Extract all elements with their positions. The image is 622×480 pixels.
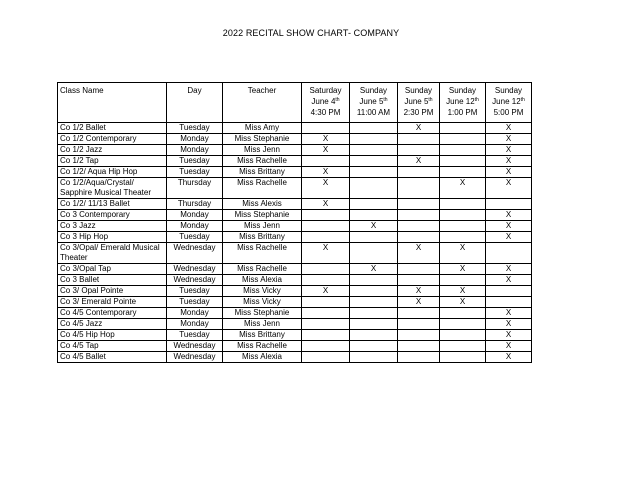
teacher-cell: Miss Alexis <box>223 199 302 210</box>
participation-mark: X <box>459 243 466 252</box>
participation-mark: X <box>505 275 512 284</box>
participation-mark: X <box>505 210 512 219</box>
show-5-cell <box>486 123 532 134</box>
show-1-cell <box>302 145 350 156</box>
participation-mark: X <box>322 178 329 187</box>
teacher-cell: Miss Stephanie <box>223 210 302 221</box>
show-5-cell <box>486 210 532 221</box>
show-date-text: June 5 <box>404 97 429 106</box>
show-2-cell <box>350 232 398 243</box>
day-cell: Monday <box>167 134 223 145</box>
show-4-cell <box>440 341 486 352</box>
show-2-cell <box>350 341 398 352</box>
table-row <box>58 308 532 319</box>
table-row <box>58 319 532 330</box>
teacher-cell: Miss Jenn <box>223 221 302 232</box>
show-4-cell <box>440 167 486 178</box>
column-header-class-name: Class Name <box>58 83 167 123</box>
participation-mark: X <box>505 178 512 187</box>
show-5-cell <box>486 297 532 308</box>
class-name-cell: Co 3/Opal Tap <box>58 264 167 275</box>
day-cell: Tuesday <box>167 330 223 341</box>
day-cell: Wednesday <box>167 341 223 352</box>
participation-mark: X <box>322 199 329 208</box>
table-row <box>58 123 532 134</box>
class-name-cell: Co 3 Contemporary <box>58 210 167 221</box>
participation-mark: X <box>505 308 512 317</box>
column-header-show-3 <box>398 83 440 123</box>
show-5-cell <box>486 308 532 319</box>
day-cell: Tuesday <box>167 123 223 134</box>
participation-mark: X <box>322 134 329 143</box>
table-row <box>58 199 532 210</box>
show-date-suffix: th <box>520 97 525 103</box>
show-3-cell <box>398 123 440 134</box>
day-cell: Tuesday <box>167 297 223 308</box>
show-2-cell <box>350 243 398 264</box>
teacher-cell: Miss Vicky <box>223 286 302 297</box>
show-1-cell <box>302 264 350 275</box>
day-cell: Wednesday <box>167 243 223 264</box>
show-date-label <box>400 96 437 107</box>
show-4-cell <box>440 264 486 275</box>
show-time-label: 5:00 PM <box>493 108 524 117</box>
table-row <box>58 352 532 363</box>
class-name-cell: Co 4/5 Contemporary <box>58 308 167 319</box>
column-header-show-2 <box>350 83 398 123</box>
show-day-label: Sunday <box>448 86 477 95</box>
day-cell: Monday <box>167 308 223 319</box>
table-row <box>58 156 532 167</box>
teacher-cell: Miss Stephanie <box>223 134 302 145</box>
show-day-label: Sunday <box>359 86 388 95</box>
show-4-cell <box>440 221 486 232</box>
table-row <box>58 330 532 341</box>
show-2-cell <box>350 178 398 199</box>
show-1-cell <box>302 275 350 286</box>
show-2-cell <box>350 145 398 156</box>
show-5-cell <box>486 286 532 297</box>
table-row <box>58 210 532 221</box>
show-5-cell <box>486 134 532 145</box>
show-4-cell <box>440 145 486 156</box>
show-3-cell <box>398 243 440 264</box>
teacher-cell: Miss Stephanie <box>223 308 302 319</box>
show-3-cell <box>398 145 440 156</box>
participation-mark: X <box>505 330 512 339</box>
column-header-show-1 <box>302 83 350 123</box>
show-time-label: 11:00 AM <box>356 108 391 117</box>
show-3-cell <box>398 297 440 308</box>
show-3-cell <box>398 264 440 275</box>
teacher-cell: Miss Brittany <box>223 330 302 341</box>
show-5-cell <box>486 341 532 352</box>
show-date-text: June 12 <box>492 97 521 106</box>
show-5-cell <box>486 352 532 363</box>
teacher-cell: Miss Rachelle <box>223 156 302 167</box>
page-title: 2022 RECITAL SHOW CHART- COMPANY <box>222 28 400 38</box>
show-4-cell <box>440 297 486 308</box>
participation-mark: X <box>322 145 329 154</box>
show-date-label <box>488 96 529 107</box>
show-date-suffix: th <box>383 97 388 103</box>
participation-mark: X <box>505 352 512 361</box>
table-row <box>58 178 532 199</box>
show-3-cell <box>398 178 440 199</box>
show-5-cell <box>486 330 532 341</box>
class-name-cell: Co 3 Jazz <box>58 221 167 232</box>
show-2-cell <box>350 134 398 145</box>
show-4-cell <box>440 134 486 145</box>
participation-mark: X <box>505 221 512 230</box>
show-4-cell <box>440 330 486 341</box>
day-cell: Tuesday <box>167 286 223 297</box>
header-row <box>58 83 532 123</box>
show-4-cell <box>440 178 486 199</box>
participation-mark: X <box>505 167 512 176</box>
participation-mark: X <box>505 264 512 273</box>
teacher-cell: Miss Jenn <box>223 145 302 156</box>
show-2-cell <box>350 167 398 178</box>
show-4-cell <box>440 156 486 167</box>
show-4-cell <box>440 319 486 330</box>
show-4-cell <box>440 123 486 134</box>
show-1-cell <box>302 232 350 243</box>
show-4-cell <box>440 243 486 264</box>
show-day-label: Sunday <box>404 86 433 95</box>
column-header-day: Day <box>167 83 223 123</box>
participation-mark: X <box>459 178 466 187</box>
show-1-cell <box>302 330 350 341</box>
show-date-suffix: th <box>428 97 433 103</box>
class-name-cell: Co 4/5 Jazz <box>58 319 167 330</box>
table-row <box>58 341 532 352</box>
teacher-cell: Miss Brittany <box>223 167 302 178</box>
teacher-cell: Miss Alexia <box>223 352 302 363</box>
show-1-cell <box>302 156 350 167</box>
show-4-cell <box>440 232 486 243</box>
participation-mark: X <box>505 145 512 154</box>
show-1-cell <box>302 243 350 264</box>
participation-mark: X <box>322 286 329 295</box>
table-body <box>58 123 532 363</box>
show-2-cell <box>350 210 398 221</box>
show-3-cell <box>398 319 440 330</box>
show-3-cell <box>398 341 440 352</box>
teacher-cell: Miss Vicky <box>223 297 302 308</box>
day-cell: Thursday <box>167 199 223 210</box>
class-name-cell: Co 1/2/ 11/13 Ballet <box>58 199 167 210</box>
show-5-cell <box>486 199 532 210</box>
show-1-cell <box>302 341 350 352</box>
show-date-suffix: th <box>335 97 340 103</box>
show-2-cell <box>350 264 398 275</box>
show-3-cell <box>398 286 440 297</box>
show-5-cell <box>486 232 532 243</box>
show-5-cell <box>486 167 532 178</box>
show-date-suffix: th <box>474 97 479 103</box>
teacher-cell: Miss Rachelle <box>223 264 302 275</box>
show-time-label: 1:00 PM <box>447 108 478 117</box>
show-time-label: 2:30 PM <box>403 108 434 117</box>
show-day-label: Sunday <box>494 86 523 95</box>
recital-show-table <box>57 82 532 363</box>
teacher-cell: Miss Jenn <box>223 319 302 330</box>
show-time-label: 4:30 PM <box>310 108 341 117</box>
show-1-cell <box>302 319 350 330</box>
participation-mark: X <box>505 232 512 241</box>
table-row <box>58 145 532 156</box>
participation-mark: X <box>415 286 422 295</box>
show-3-cell <box>398 308 440 319</box>
class-name-cell: Co 3/ Opal Pointe <box>58 286 167 297</box>
show-5-cell <box>486 264 532 275</box>
show-2-cell <box>350 319 398 330</box>
show-2-cell <box>350 156 398 167</box>
show-1-cell <box>302 297 350 308</box>
day-cell: Monday <box>167 221 223 232</box>
show-3-cell <box>398 156 440 167</box>
show-4-cell <box>440 352 486 363</box>
class-name-cell: Co 1/2 Jazz <box>58 145 167 156</box>
teacher-cell: Miss Rachelle <box>223 341 302 352</box>
show-4-cell <box>440 308 486 319</box>
show-3-cell <box>398 352 440 363</box>
table-row <box>58 286 532 297</box>
class-name-cell: Co 3 Ballet <box>58 275 167 286</box>
participation-mark: X <box>415 243 422 252</box>
show-date-label <box>352 96 395 107</box>
participation-mark: X <box>322 167 329 176</box>
show-day-label: Saturday <box>309 86 342 95</box>
teacher-cell: Miss Alexia <box>223 275 302 286</box>
participation-mark: X <box>415 297 422 306</box>
participation-mark: X <box>370 264 377 273</box>
table-row <box>58 264 532 275</box>
teacher-cell: Miss Rachelle <box>223 243 302 264</box>
table-row <box>58 232 532 243</box>
show-date-text: June 5 <box>359 97 384 106</box>
show-date-text: June 12 <box>446 97 475 106</box>
class-name-cell: Co 4/5 Ballet <box>58 352 167 363</box>
participation-mark: X <box>505 134 512 143</box>
show-3-cell <box>398 199 440 210</box>
show-3-cell <box>398 134 440 145</box>
show-4-cell <box>440 275 486 286</box>
show-2-cell <box>350 308 398 319</box>
column-header-teacher: Teacher <box>223 83 302 123</box>
class-name-cell: Co 1/2/ Aqua Hip Hop <box>58 167 167 178</box>
show-2-cell <box>350 286 398 297</box>
show-date-text: June 4 <box>311 97 336 106</box>
table-row <box>58 221 532 232</box>
participation-mark: X <box>370 221 377 230</box>
show-2-cell <box>350 275 398 286</box>
show-3-cell <box>398 275 440 286</box>
show-3-cell <box>398 167 440 178</box>
day-cell: Monday <box>167 145 223 156</box>
show-5-cell <box>486 319 532 330</box>
show-1-cell <box>302 308 350 319</box>
participation-mark: X <box>459 297 466 306</box>
day-cell: Wednesday <box>167 352 223 363</box>
table-row <box>58 297 532 308</box>
show-1-cell <box>302 221 350 232</box>
class-name-cell: Co 3/Opal/ Emerald Musical Theater <box>58 243 167 264</box>
day-cell: Wednesday <box>167 264 223 275</box>
show-2-cell <box>350 330 398 341</box>
show-date-label <box>304 96 347 107</box>
participation-mark: X <box>505 319 512 328</box>
class-name-cell: Co 3 Hip Hop <box>58 232 167 243</box>
show-4-cell <box>440 210 486 221</box>
show-3-cell <box>398 330 440 341</box>
show-1-cell <box>302 123 350 134</box>
teacher-cell: Miss Rachelle <box>223 178 302 199</box>
class-name-cell: Co 1/2 Contemporary <box>58 134 167 145</box>
table-row <box>58 275 532 286</box>
show-4-cell <box>440 286 486 297</box>
teacher-cell: Miss Amy <box>223 123 302 134</box>
show-2-cell <box>350 221 398 232</box>
participation-mark: X <box>459 286 466 295</box>
show-1-cell <box>302 199 350 210</box>
show-5-cell <box>486 221 532 232</box>
class-name-cell: Co 1/2/Aqua/Crystal/ Sapphire Musical Theater <box>58 178 167 199</box>
class-name-cell: Co 1/2 Tap <box>58 156 167 167</box>
show-1-cell <box>302 167 350 178</box>
show-date-label <box>442 96 483 107</box>
class-name-cell: Co 1/2 Ballet <box>58 123 167 134</box>
show-1-cell <box>302 134 350 145</box>
table-row <box>58 167 532 178</box>
participation-mark: X <box>505 341 512 350</box>
show-1-cell <box>302 210 350 221</box>
show-2-cell <box>350 352 398 363</box>
show-3-cell <box>398 221 440 232</box>
participation-mark: X <box>505 123 512 132</box>
show-5-cell <box>486 275 532 286</box>
participation-mark: X <box>415 123 422 132</box>
show-3-cell <box>398 232 440 243</box>
day-cell: Wednesday <box>167 275 223 286</box>
column-header-show-5 <box>486 83 532 123</box>
table-row <box>58 243 532 264</box>
class-name-cell: Co 4/5 Hip Hop <box>58 330 167 341</box>
class-name-cell: Co 4/5 Tap <box>58 341 167 352</box>
show-2-cell <box>350 199 398 210</box>
column-header-show-4 <box>440 83 486 123</box>
class-name-cell: Co 3/ Emerald Pointe <box>58 297 167 308</box>
show-2-cell <box>350 297 398 308</box>
day-cell: Tuesday <box>167 156 223 167</box>
show-3-cell <box>398 210 440 221</box>
show-1-cell <box>302 178 350 199</box>
day-cell: Monday <box>167 319 223 330</box>
day-cell: Monday <box>167 210 223 221</box>
teacher-cell: Miss Brittany <box>223 232 302 243</box>
day-cell: Tuesday <box>167 167 223 178</box>
show-2-cell <box>350 123 398 134</box>
show-1-cell <box>302 352 350 363</box>
participation-mark: X <box>415 156 422 165</box>
participation-mark: X <box>505 156 512 165</box>
participation-mark: X <box>459 264 466 273</box>
show-5-cell <box>486 156 532 167</box>
show-1-cell <box>302 286 350 297</box>
show-5-cell <box>486 243 532 264</box>
day-cell: Thursday <box>167 178 223 199</box>
show-5-cell <box>486 145 532 156</box>
show-5-cell <box>486 178 532 199</box>
day-cell: Tuesday <box>167 232 223 243</box>
table-row <box>58 134 532 145</box>
show-4-cell <box>440 199 486 210</box>
participation-mark: X <box>322 243 329 252</box>
